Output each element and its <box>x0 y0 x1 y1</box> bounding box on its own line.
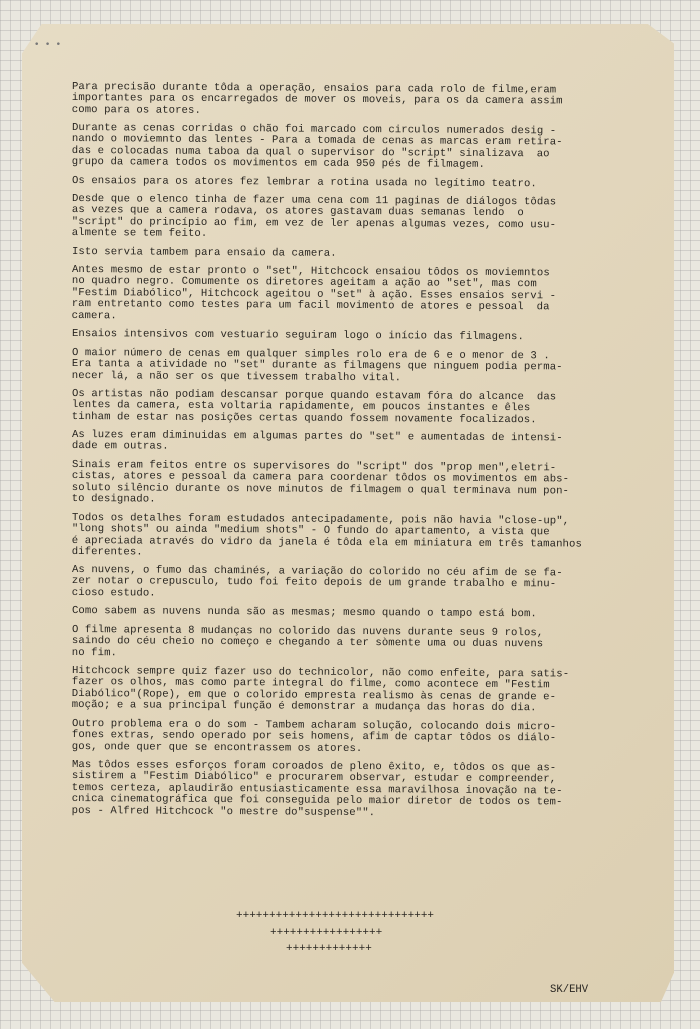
document-body <box>72 82 652 824</box>
paragraph: Antes mesmo de estar pronto o "set", Hitchcock ensaiou tôdos os moviemntos no quadro negro. Comumente os diretores ageitam a ação ao "set", mas com "Festim Diabólico", Hitchcock ageitou o "set" à ação. Esses ensaios servi - ram entretanto como testes para um facil movimento de atores e pessoal da camera. <box>71 264 557 323</box>
paragraph: Mas tôdos esses esforços foram coroados de pleno êxito, e, tôdos os que as- sistirem a "Festim Diabólico" e procurarem observar, estudar e compreender, temos certeza, aplaudirão entusiasticamente essa maravilhosa inovação na te- cnica cinematográfica que foi conseguida pelo maior diretor de todos os tem- pos - Alfred Hitchcock "o mestre do"suspense"". <box>71 758 563 819</box>
paragraph: Como sabem as nuvens nunda são as mesmas; mesmo quando o tampo está bom. <box>71 605 537 621</box>
paragraph: Sinais eram feitos entre os supervisores do "script" dos "prop men",eletri- cistas, atores e pessoal da camera para coordenar tôdos os movimentos em abs- soluto silêncio durante os nove minutos de filmagem o qual terminava num pon- to designado. <box>71 458 570 506</box>
paragraph: Outro problema era o do som - Tambem acharam solução, colocando dois micro- fones extras, sendo operado por seis homens, afim de captar tôdos os diálo- gos, onde quer que se encontrassem os atores. <box>71 717 557 755</box>
paragraph: O filme apresenta 8 mudanças no colorido das nuvens durante seus 9 rolos, saindo do céu cheio no começo e chegando a ter sòmente uma ou duas nuvens no fim. <box>71 623 544 659</box>
paragraph: Para precisão durante tôda a operação, ensaios para cada rolo de filme,eram importantes para os encarregados de mover os moveis, para os da camera assim como para os atores. <box>71 81 563 117</box>
separator-line-2: +++++++++++++++++ <box>270 927 383 939</box>
paragraph: Todos os detalhes foram estudados antecipadamente, pois não havia "close-up", "long shots" ou ainda "medium shots" - O fundo do apartamento, a vista que é apreciada através do vidro da janela é tôda ela em miniatura em três tamanhos diferentes. <box>71 511 582 559</box>
paragraph: As nuvens, o fumo das chaminés, a variação do colorido no céu afim de se fa- zer notar o crepusculo, tudo foi feito depois de um grande trabalho e minu- cioso estudo. <box>71 564 563 600</box>
paragraph: Os ensaios para os atores fez lembrar a rotina usada no legítimo teatro. <box>71 174 537 191</box>
paragraph: O maior número de cenas em qualquer simples rolo era de 6 e o menor de 3 . Era tanta a atividade no "set" durante as filmagens que ninguem podia perma- necer lá, a não ser os que tivessem trabalho vital. <box>71 346 563 384</box>
paragraph: Ensaios intensivos com vestuario seguiram logo o início das filmagens. <box>71 328 525 344</box>
paragraph: Hitchcock sempre quiz fazer uso do technicolor, não como enfeite, para satis- fazer os olhos, mas como parte integral do filme, como acontece em "Festim Diabólico"(Rope), em que o colorido empresta realismo às cenas de grande e- moção; e a sua principal função é demonstrar a mudança das horas do dia. <box>71 665 570 715</box>
staple-marks: • • • <box>34 40 62 50</box>
separator-line-1: ++++++++++++++++++++++++++++++ <box>236 910 435 922</box>
paragraph: Isto servia tambem para ensaio da camera. <box>71 245 337 260</box>
signature-initials: SK/EHV <box>550 984 589 996</box>
paragraph: As luzes eram diminuidas em algumas partes do "set" e aumentadas de intensi- dade em outras. <box>71 429 563 454</box>
paragraph: Os artistas não podiam descansar porque quando estavam fóra do alcance das lentes da camera, esta voltaria rapidamente, em poucos instantes e êles tinham de estar nas posições certas quando fossem novamente focalizados. <box>71 387 557 426</box>
separator-line-3: +++++++++++++ <box>286 943 372 955</box>
paragraph: Desde que o elenco tinha de fazer uma cena com 11 paginas de diálogos tôdas as vezes que a camera rodava, os atores gastavam duas semanas lendo o "script" do princípio ao fim, em vez de ler apenas algumas vezes, como usu- almente se tem feito. <box>71 193 557 241</box>
paragraph: Durante as cenas corridas o chão foi marcado com circulos numerados desig - nando o moviemnto das lentes - Para a tomada de cenas as marcas eram retira- das e colocadas numa taboa da qual o supervisor do "script" sinalizava ao grupo da camera todos os movimentos em cada 950 pés de filmagem. <box>71 122 563 172</box>
